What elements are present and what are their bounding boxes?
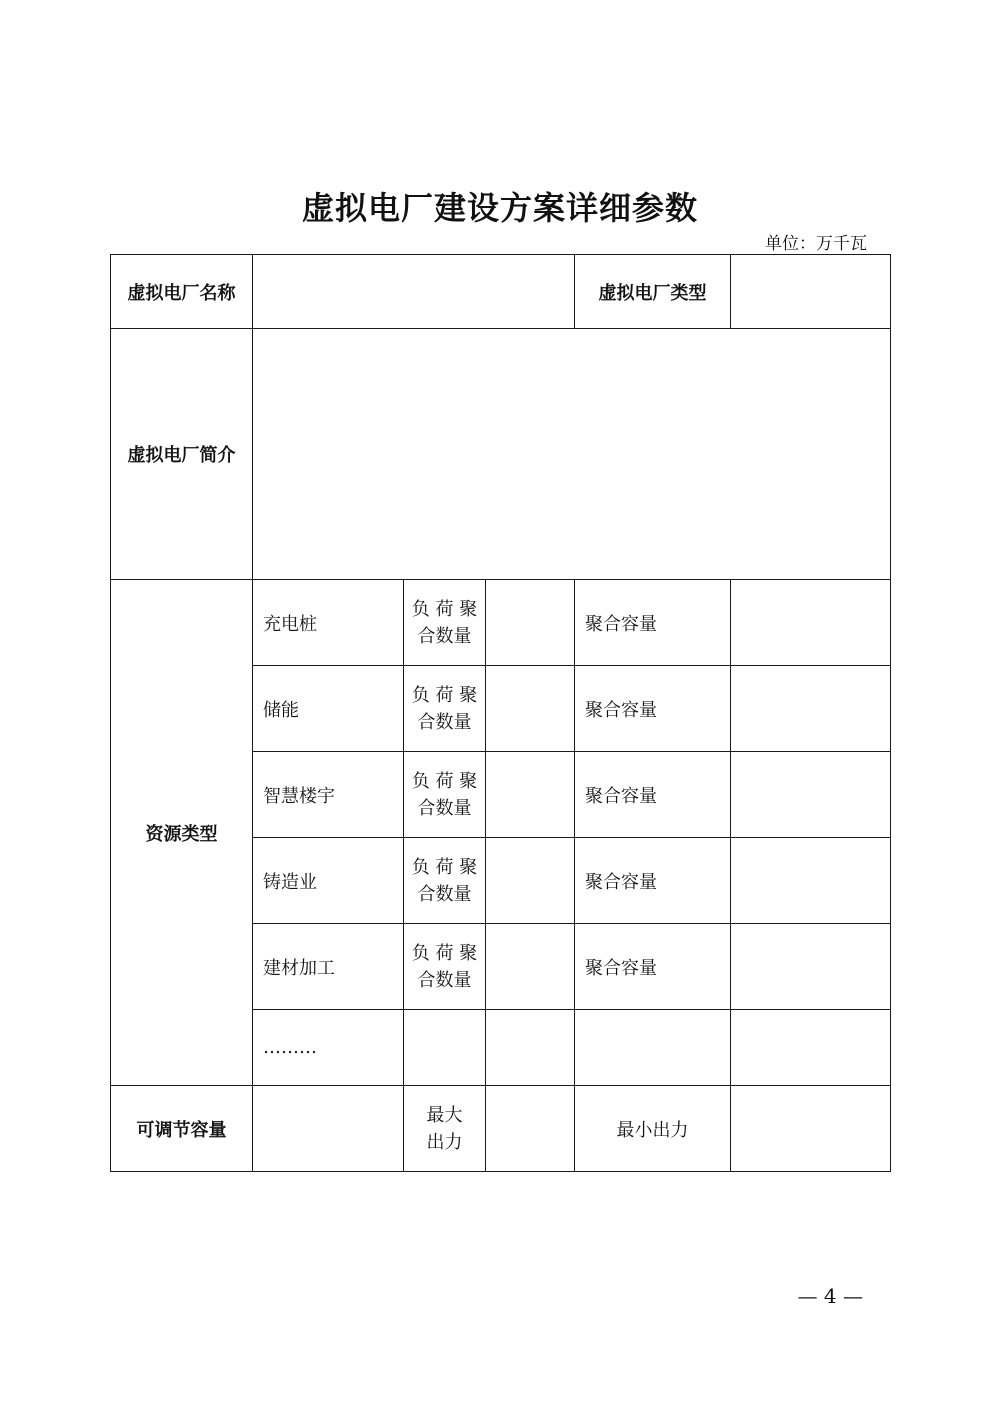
aggregate-capacity-value[interactable] (731, 580, 891, 666)
empty-cell[interactable] (575, 1010, 731, 1086)
table-row-intro (111, 329, 891, 580)
load-count-value[interactable] (486, 580, 575, 666)
aggregate-capacity-label: 聚合容量 (575, 666, 731, 752)
adjustable-capacity-value[interactable] (253, 1086, 404, 1172)
aggregate-capacity-value[interactable] (731, 838, 891, 924)
aggregate-capacity-label: 聚合容量 (575, 924, 731, 1010)
min-output-label: 最小出力 (575, 1086, 731, 1172)
resource-name: 智慧楼宇 (253, 752, 404, 838)
page-number: — 4 — (797, 1284, 863, 1308)
load-count-label-line2: 合数量 (417, 969, 472, 991)
resource-name: 建材加工 (253, 924, 404, 1010)
resource-type-label: 资源类型 (111, 580, 253, 1086)
load-count-value[interactable] (486, 838, 575, 924)
document-title: 虚拟电厂建设方案详细参数 (301, 189, 698, 227)
load-count-label-line2: 合数量 (417, 711, 472, 733)
load-count-label-line1: 负 荷 聚 (411, 598, 478, 620)
more-resources-placeholder: ……… (253, 1010, 404, 1086)
resource-name: 储能 (253, 666, 404, 752)
load-count-label (404, 580, 486, 666)
load-count-value[interactable] (486, 666, 575, 752)
load-count-label (404, 752, 486, 838)
empty-cell[interactable] (486, 1010, 575, 1086)
aggregate-capacity-label: 聚合容量 (575, 838, 731, 924)
max-output-label (404, 1086, 486, 1172)
aggregate-capacity-label: 聚合容量 (575, 580, 731, 666)
vpp-type-label: 虚拟电厂类型 (575, 255, 731, 329)
load-count-label (404, 838, 486, 924)
max-output-value[interactable] (486, 1086, 575, 1172)
load-count-label (404, 924, 486, 1010)
parameter-table (110, 254, 891, 1172)
unit-label: 单位：万千瓦 (765, 234, 867, 254)
table-row-adjustable (111, 1086, 891, 1172)
vpp-type-value[interactable] (731, 255, 891, 329)
load-count-value[interactable] (486, 752, 575, 838)
adjustable-capacity-label: 可调节容量 (111, 1086, 253, 1172)
load-count-label-line1: 负 荷 聚 (411, 770, 478, 792)
load-count-label (404, 666, 486, 752)
vpp-name-label: 虚拟电厂名称 (111, 255, 253, 329)
aggregate-capacity-value[interactable] (731, 924, 891, 1010)
table-row-name (111, 255, 891, 329)
load-count-label-line2: 合数量 (417, 625, 472, 647)
aggregate-capacity-label: 聚合容量 (575, 752, 731, 838)
load-count-label-line2: 合数量 (417, 797, 472, 819)
resource-name: 铸造业 (253, 838, 404, 924)
min-output-value[interactable] (731, 1086, 891, 1172)
load-count-label-line1: 负 荷 聚 (411, 684, 478, 706)
aggregate-capacity-value[interactable] (731, 666, 891, 752)
vpp-name-value[interactable] (253, 255, 575, 329)
load-count-value[interactable] (486, 924, 575, 1010)
vpp-intro-value[interactable] (253, 329, 891, 580)
empty-cell[interactable] (404, 1010, 486, 1086)
load-count-label-line1: 负 荷 聚 (411, 942, 478, 964)
empty-cell[interactable] (731, 1010, 891, 1086)
max-output-label-line2: 出力 (426, 1131, 463, 1153)
load-count-label-line2: 合数量 (417, 883, 472, 905)
resource-row (111, 580, 891, 666)
max-output-label-line1: 最大 (426, 1104, 463, 1126)
vpp-intro-label: 虚拟电厂简介 (111, 329, 253, 580)
resource-name: 充电桩 (253, 580, 404, 666)
aggregate-capacity-value[interactable] (731, 752, 891, 838)
load-count-label-line1: 负 荷 聚 (411, 856, 478, 878)
